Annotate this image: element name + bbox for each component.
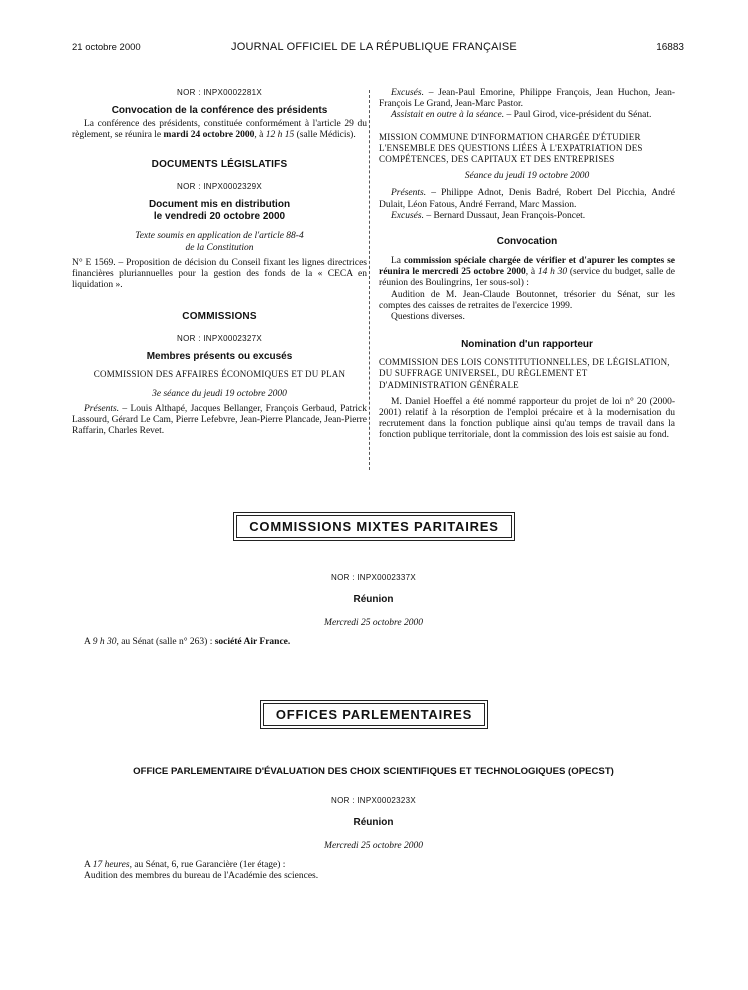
section-title: Convocation de la conférence des présidents (111, 105, 328, 116)
paragraph: M. Daniel Hoeffel a été nommé rapporteur du projet de loi n° 20 (2000-2001) relatif à la résorption de l'emploi précaire et à la modernisation du recrutement dans la fonction publique ainsi qu'au temps de travail dans la fonction publique territoriale, dont la commission des lois est saisie au fond. (379, 396, 675, 441)
commission-name: MISSION COMMUNE D'INFORMATION CHARGÉE D'ÉTUDIER L'ENSEMBLE DES QUESTIONS LIÉES À L'EXPATRIATION DES COMPÉTENCES, DES CAPITAUX ET DES ENTREPRISES (379, 131, 643, 165)
section-heading: COMMISSIONS (182, 311, 257, 323)
paragraph: A 17 heures, au Sénat, 6, rue Garancière (1er étage) : (84, 860, 286, 871)
nor-reference: NOR : INPX0002323X (331, 796, 416, 805)
header-date: 21 octobre 2000 (72, 42, 141, 53)
paragraph: N° E 1569. – Proposition de décision du Conseil fixant les lignes directrices financières pluriannuelles pour la gestion des fonds de la « CECA en liquidation ». (72, 257, 367, 291)
section-title: Document mis en distribution (148, 199, 291, 211)
section-box (260, 700, 488, 729)
paragraph: Excusés. – Bernard Dussaut, Jean François-Poncet. (391, 210, 586, 221)
paragraph: La commission spéciale chargée de vérifier et d'apurer les comptes se réunira le mercredi 25 octobre 2000, à 14 h 30 (service du budget, salle de réunion des Boulingrins, 1er sous-sol) : (379, 256, 676, 289)
header-title: JOURNAL OFFICIEL DE LA RÉPUBLIQUE FRANÇAISE (231, 41, 517, 53)
section-box (233, 512, 515, 541)
section-title: Nomination d'un rapporteur (461, 339, 593, 351)
nor-reference: NOR : INPX0002337X (331, 573, 416, 582)
box-title: COMMISSIONS MIXTES PARITAIRES (236, 515, 512, 538)
nor-reference: NOR : INPX0002281X (177, 88, 262, 97)
subheading: Texte soumis en application de l'article 88-4 (135, 231, 304, 242)
paragraph: Excusés. – Jean-Paul Emorine, Philippe François, Jean Huchon, Jean-François Le Grand, Jean-Marc Pastor. (379, 88, 675, 110)
right-column (379, 88, 675, 442)
section-title: le vendredi 20 octobre 2000 (153, 211, 286, 223)
paragraph: A 9 h 30, au Sénat (salle n° 263) : société Air France. (84, 637, 291, 648)
paragraph: Audition des membres du bureau de l'Académie des sciences. (84, 871, 319, 882)
seance-date: Séance du jeudi 19 octobre 2000 (464, 171, 590, 182)
cmp-content (72, 573, 675, 648)
seance-date: 3e séance du jeudi 19 octobre 2000 (152, 388, 287, 399)
page-number: 16883 (656, 42, 684, 53)
nor-reference: NOR : INPX0002329X (177, 182, 262, 192)
offices-section (0, 700, 748, 729)
paragraph: Présents. – Philippe Adnot, Denis Badré, Robert Del Picchia, André Dulait, Léon Fatous, André Ferrand, Marc Massion. (379, 188, 675, 210)
column-divider (369, 90, 371, 470)
meeting-date: Mercredi 25 octobre 2000 (324, 618, 423, 628)
paragraph: Présents. – Louis Althapé, Jacques Bellanger, François Gerbaud, Patrick Lassourd, Gérard Le Cam, Pierre Lefebvre, Jean-Pierre Plancade, Jean-Pierre Raffarin, Charles Revet. (72, 403, 367, 437)
subheading: de la Constitution (185, 242, 254, 253)
cmp-section (0, 512, 748, 541)
section-title: Convocation (496, 236, 558, 248)
left-column (72, 88, 367, 437)
paragraph: Questions diverses. (391, 312, 465, 323)
box-title: OFFICES PARLEMENTAIRES (263, 703, 485, 726)
paragraph: Assistait en outre à la séance. – Paul Girod, vice-président du Sénat. (391, 110, 652, 121)
section-title: Membres présents ou excusés (146, 351, 293, 363)
section-heading: DOCUMENTS LÉGISLATIFS (151, 159, 288, 171)
section-title: Réunion (353, 817, 394, 828)
commission-name: COMMISSION DES AFFAIRES ÉCONOMIQUES ET DU PLAN (93, 369, 346, 380)
section-heading: OFFICE PARLEMENTAIRE D'ÉVALUATION DES CHOIX SCIENTIFIQUES ET TECHNOLOGIQUES (OPECST) (133, 766, 614, 777)
offices-content (72, 766, 675, 883)
commission-name: COMMISSION DES LOIS CONSTITUTIONNELLES, DE LÉGISLATION, DU SUFFRAGE UNIVERSEL, DU RÈGLEMENT ET D'ADMINISTRATION GÉNÉRALE (379, 357, 670, 390)
paragraph: Audition de M. Jean-Claude Boutonnet, trésorier du Sénat, sur les comptes des caisses de retraites de l'exercice 1999. (379, 289, 675, 311)
running-header (0, 42, 748, 58)
paragraph: La conférence des présidents, constituée conformément à l'article 29 du règlement, se réunira le mardi 24 octobre 2000, à 12 h 15 (salle Médicis). (72, 119, 367, 141)
nor-reference: NOR : INPX0002327X (177, 334, 262, 344)
meeting-date: Mercredi 25 octobre 2000 (324, 841, 423, 851)
section-title: Réunion (353, 594, 394, 605)
